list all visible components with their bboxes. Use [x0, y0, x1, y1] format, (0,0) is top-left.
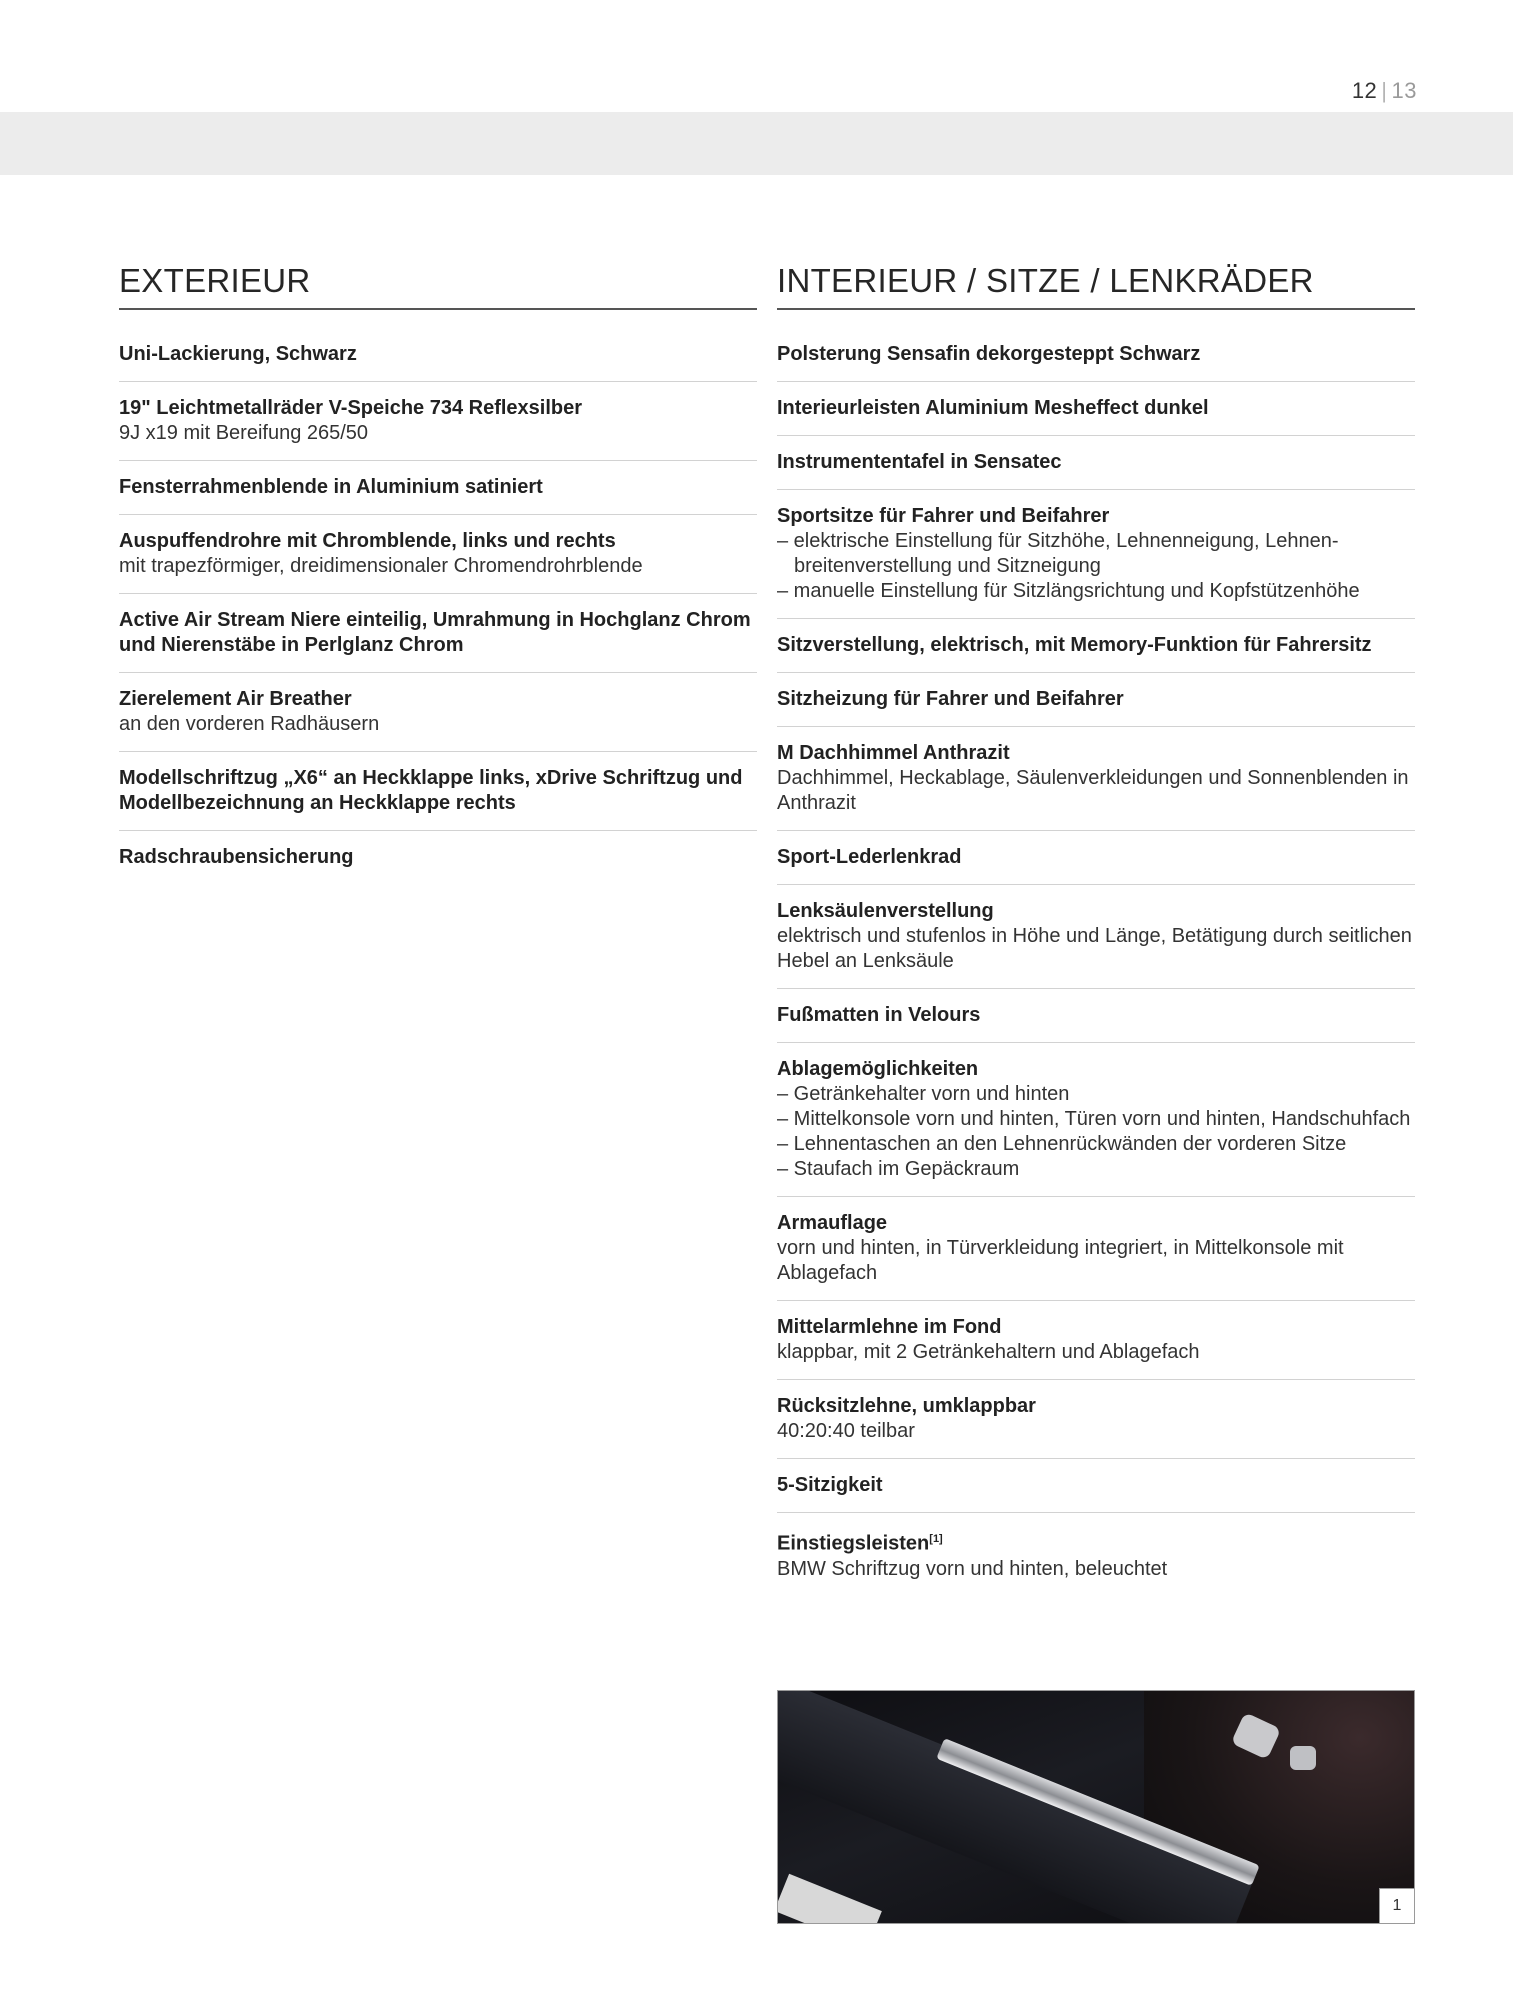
list-item [777, 1380, 1415, 1459]
list-item [777, 619, 1415, 673]
list-item [777, 885, 1415, 989]
photo-number-badge: 1 [1379, 1888, 1414, 1923]
item-description: 9J x19 mit Bereifung 265/50 [119, 422, 369, 444]
item-bullet: – elektrische Einstellung für Sitzhöhe, Lehnenneigung, Lehnenbreitenverstellung und Sitzneigung [777, 530, 1339, 577]
item-title: Armauflage [777, 1212, 888, 1234]
item-description: BMW Schriftzug vorn und hinten, beleuchtet [777, 1557, 1168, 1580]
item-title: Einstiegsleisten[1] [777, 1532, 943, 1555]
seat-switch-small [1290, 1746, 1316, 1770]
list-item [777, 382, 1415, 436]
item-bullet: – manuelle Einstellung für Sitzlängsrichtung und Kopfstützenhöhe [777, 580, 1360, 602]
list-item [777, 673, 1415, 727]
list-item [119, 673, 757, 752]
item-description: mit trapezförmiger, dreidimensionaler Chromendrohrblende [119, 555, 643, 577]
item-description: an den vorderen Radhäusern [119, 713, 380, 735]
list-item [777, 1301, 1415, 1380]
interior-heading: INTERIEUR / SITZE / LENKRÄDER [777, 262, 1415, 310]
list-item [777, 1459, 1415, 1513]
page-number-separator: | [1381, 78, 1388, 103]
item-title: Zierelement Air Breather [119, 688, 352, 710]
list-item [777, 1197, 1415, 1301]
footnote-marker: [1] [929, 1533, 943, 1545]
item-title: Sitzheizung für Fahrer und Beifahrer [777, 688, 1124, 710]
list-item [119, 594, 757, 673]
item-description: klappbar, mit 2 Getränkehaltern und Ablagefach [777, 1341, 1200, 1363]
list-item [777, 436, 1415, 490]
list-item [777, 1513, 1415, 1596]
item-bullet: – Staufach im Gepäckraum [777, 1158, 1020, 1180]
item-title: M Dachhimmel Anthrazit [777, 742, 1010, 764]
item-title: Ablagemöglichkeiten [777, 1058, 979, 1080]
list-item [777, 727, 1415, 831]
list-item [119, 382, 757, 461]
header-band [0, 112, 1513, 175]
door-edge [777, 1874, 882, 1924]
item-title: Fußmatten in Velours [777, 1004, 981, 1026]
item-description: Dachhimmel, Heckablage, Säulenverkleidungen und Sonnenblenden in Anthrazit [777, 767, 1409, 814]
item-title: Instrumententafel in Sensatec [777, 451, 1062, 473]
item-title: Uni-Lackierung, Schwarz [119, 343, 357, 365]
item-description: 40:20:40 teilbar [777, 1420, 915, 1442]
item-title: Sportsitze für Fahrer und Beifahrer [777, 505, 1110, 527]
item-description: elektrisch und stufenlos in Höhe und Länge, Betätigung durch seitlichen Hebel an Lenksäule [777, 925, 1412, 972]
page-number [1352, 78, 1417, 104]
exterior-list [119, 328, 757, 884]
item-description: vorn und hinten, in Türverkleidung integriert, in Mittelkonsole mit Ablagefach [777, 1237, 1344, 1284]
item-title: Sitzverstellung, elektrisch, mit Memory-Funktion für Fahrersitz [777, 634, 1372, 656]
interior-column [777, 262, 1415, 1596]
item-title: Active Air Stream Niere einteilig, Umrahmung in Hochglanz Chrom und Nierenstäbe in Perlglanz Chrom [119, 609, 751, 656]
item-title: Modellschriftzug „X6“ an Heckklappe links, xDrive Schriftzug und Modellbezeichnung an Heckklappe rechts [119, 767, 743, 814]
list-item [777, 989, 1415, 1043]
item-title: Sport-Lederlenkrad [777, 846, 962, 868]
item-title: Polsterung Sensafin dekorgesteppt Schwarz [777, 343, 1201, 365]
exterior-heading: EXTERIEUR [119, 262, 757, 310]
item-title: Rücksitzlehne, umklappbar [777, 1395, 1036, 1417]
page-number-right: 13 [1391, 78, 1417, 103]
item-title: 5-Sitzigkeit [777, 1474, 883, 1496]
list-item [119, 831, 757, 884]
list-item [777, 328, 1415, 382]
list-item [777, 831, 1415, 885]
list-item [119, 515, 757, 594]
list-item [119, 752, 757, 831]
item-title: Mittelarmlehne im Fond [777, 1316, 1002, 1338]
item-title: Interieurleisten Aluminium Mesheffect dunkel [777, 397, 1209, 419]
list-item [777, 1043, 1415, 1197]
door-sill-photo [777, 1690, 1415, 1924]
list-item [777, 490, 1415, 619]
item-bullet: – Mittelkonsole vorn und hinten, Türen vorn und hinten, Handschuhfach [777, 1108, 1411, 1130]
interior-list [777, 328, 1415, 1596]
list-item [119, 328, 757, 382]
page-number-left: 12 [1351, 78, 1378, 103]
exterior-column [119, 262, 757, 884]
item-title: Lenksäulenverstellung [777, 900, 994, 922]
item-title: 19" Leichtmetallräder V-Speiche 734 Reflexsilber [119, 397, 583, 419]
list-item [119, 461, 757, 515]
item-bullet: – Getränkehalter vorn und hinten [777, 1083, 1070, 1105]
item-bullet: – Lehnentaschen an den Lehnenrückwänden der vorderen Sitze [777, 1133, 1347, 1155]
item-title: Fensterrahmenblende in Aluminium satiniert [119, 476, 543, 498]
item-title: Auspuffendrohre mit Chromblende, links und rechts [119, 530, 616, 552]
item-title: Radschraubensicherung [119, 846, 354, 868]
